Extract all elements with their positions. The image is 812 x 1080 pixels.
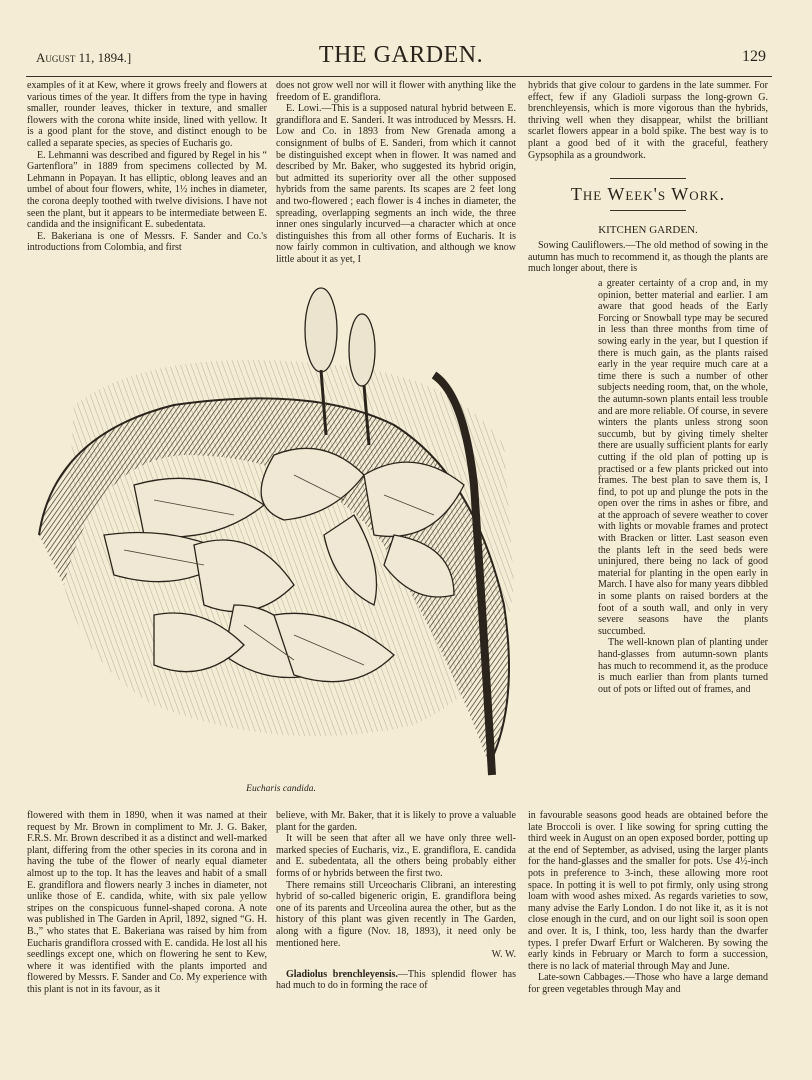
weeks-work-lead (528, 240, 768, 275)
gladiolus-text: —This splendid flower has had much to do in forming the race of (276, 968, 517, 992)
column-1-top (27, 80, 267, 254)
eucharis-illustration (34, 285, 528, 780)
section-rule (610, 178, 686, 179)
publication-title: THE GARDEN. (318, 42, 484, 68)
paragraph: hybrids that give colour to gardens in the late summer. For effect, few if any Gladioli surpass the long-grown G. brenchleyensis, which is more vigorous than the hybrids, thriving well when they disappear, whilst the brilliant scarlet flowers appear in a bold spike. The best way is to plant a good bed of it with the graceful, feathery Gypsophila as a groundwork. (528, 80, 768, 161)
paragraph: E. Lowi.—This is a supposed natural hybrid between E. grandiflora and E. Sanderi. It was introduced by Messrs. H. Low and Co. in 1893 from New Grenada among a consignment of bulbs of E. Sanderi, from which it cannot be distinguished except when in flower. It was named and described by Mr. Baker, who suggested its hybrid origin, but admitted its superiority over all the other supposed hybrids from the same parents. Its scapes are 2 feet long and two-flowered ; each flower is 4 inches in diameter, the spreading, overlapping segments an inch wide, the three inner ones singularly incurved—a character which at once distinguishes this from all other forms of Eucharis. It is now fairly common in cultivation, and although we know little about it as yet, I (276, 103, 516, 265)
paragraph: There remains still Urceocharis Clibrani, an interesting hybrid of so-called bigeneric origin, E. grandiflora being one of its parents and Urceolina aurea the other, but as the history of this plant was given recently in The Garden, along with a figure (Nov. 18, 1893), it need only be mentioned here. (276, 879, 516, 949)
paragraph: examples of it at Kew, where it grows freely and flowers at various times of the year. It differs from the type in having smaller, rounder leaves, thicker in texture, and smaller flowers with the corona white inside, lined with yellow. It is a good plant for the stove, and distinct enough to be called a separate species, as species of Eucharis go. (27, 80, 267, 149)
paragraph: in favourable seasons good heads are obtained before the late Broccoli is over. I like sowing for spring cutting the third week in August on an open exposed border, potting up at the end of September, as advised, using the larger plants for the hand-glasses and the smaller for pots. Use 4½-inch pots in preference to 3-inch, these allowing more root space. In potting it is well to pot firmly, only using strong loam with wood ashes mixed. As regards varieties to sow, many advise the Early London. I do not like it, as it is not close enough in the curd, and on our light soil is soon open and over. It is, I think, too, less hardy than the dwarfer types. I prefer Dwarf Erfurt or Walcheren. By sowing the early kinds in February or March to form a succession, there is no lack of material through May and June. (528, 810, 768, 972)
masthead (36, 42, 766, 76)
figure-caption: Eucharis candida. (246, 784, 316, 794)
column-2-top (276, 80, 516, 266)
page-number: 129 (742, 48, 766, 65)
author-signature: W. W. (491, 949, 516, 961)
column-1-bottom (27, 810, 267, 996)
paragraph: It will be seen that after all we have only three well-marked species of Eucharis, viz., E. grandiflora, E. candida and E. subedentata, all the others being probably either forms of or hybrids between the first two. (276, 833, 516, 879)
section-title: The Week's Work. (570, 184, 726, 204)
column-3-top (528, 80, 768, 161)
paragraph: a greater certainty of a crop and, in my opinion, better material and earlier. I am aware that good heads of the Early Forcing or Snowball type may be secured in less than three months from time of sowing early in the year, but I question if there is much gain, as the plants raised early in the year require much care at a time there is such a number of other subjects needing room, that, on the whole, the autumn-sown plants entail less trouble and are more reliable. Of course, in severe winters the plants unless strong soon succumb, but by giving timely shelter there are usually sufficient plants for early cutting if the old plan of potting up is practised or a few plants pricked out into frames. The best plan to save them is, I find, to pot up and plunge the pots in the open over the rims in ashes or fibre, and at the approach of severe weather to cover with lights or movable frames and protect with Bracken or litter. Last season even the plants left in the seed beds were uninjured, there being no lack of good material for planting in the open early in March. I have also for many years dibbled in some plants on raised borders at the foot of a south wall, and only in very severe seasons have the plants succumbed. (598, 278, 768, 637)
paragraph: E. Bakeriana is one of Messrs. F. Sander and Co.'s introductions from Colombia, and first (27, 230, 267, 254)
paragraph: E. Lehmanni was described and figured by Regel in his “ Gartenflora” in 1889 from specimens collected by M. Lehmann in Popayan. It has elliptic, oblong leaves and an umbel of about four flowers, white, 1½ inches in diameter, the corona deeply toothed with twelve divisions. I have not seen the plant, but it appears to be intermediate between E. candida and the insignificant E. subedentata. (27, 149, 267, 231)
issue-date: August 11, 1894.] (36, 50, 132, 65)
subsection-heading: KITCHEN GARDEN. (598, 224, 698, 236)
weeks-work-narrow-column (598, 278, 768, 695)
paragraph: The well-known plan of planting under hand-glasses from autumn-sown plants has much to recommend it, as the produce is much earlier than from plants turned out of pots or lifted out of frames, and (598, 637, 768, 695)
paragraph: Late-sown Cabbages.—Those who have a large demand for green vegetables through May and (528, 972, 768, 995)
paragraph: Sowing Cauliflowers.—The old method of sowing in the autumn has much to recommend it, as though the plants are much longer about, there is (528, 240, 768, 275)
paragraph: flowered with them in 1890, when it was named at their request by Mr. Brown in compliment to Mr. J. G. Baker, F.R.S. Mr. Brown described it as a distinct and well-marked plant, differing from the other species in its corona and in having the tube of the flower of nearly equal diameter almost up to the top. It has the leaves and habit of a small E. grandiflora and flowers nearly 3 inches in diameter, not unlike those of E. candida, white, with six pale yellow stripes on the conspicuous funnel-shaped corona. A note was published in The Garden in April, 1892, signed “G. H. B.,” who states that E. Bakeriana was raised by him from Eucharis grandiflora crossed with E. candida. He lost all his seedlings except one, which on flowering he sent to Kew, where it was identified with the plants imported and flowered by Messrs. F. Sander and Co. My experience with this plant is not in its favour, as it (27, 810, 267, 995)
paragraph: does not grow well nor will it flower with anything like the freedom of E. grandiflora. (276, 80, 516, 103)
section-rule (610, 210, 686, 211)
paragraph (276, 969, 516, 992)
column-2-bottom (276, 810, 516, 992)
gladiolus-heading: Gladiolus brenchleyensis. (286, 968, 398, 980)
column-3-bottom (528, 810, 768, 996)
paragraph: believe, with Mr. Baker, that it is likely to prove a valuable plant for the garden. (276, 810, 516, 833)
engraving-image (34, 285, 528, 780)
header-rule (26, 76, 772, 77)
